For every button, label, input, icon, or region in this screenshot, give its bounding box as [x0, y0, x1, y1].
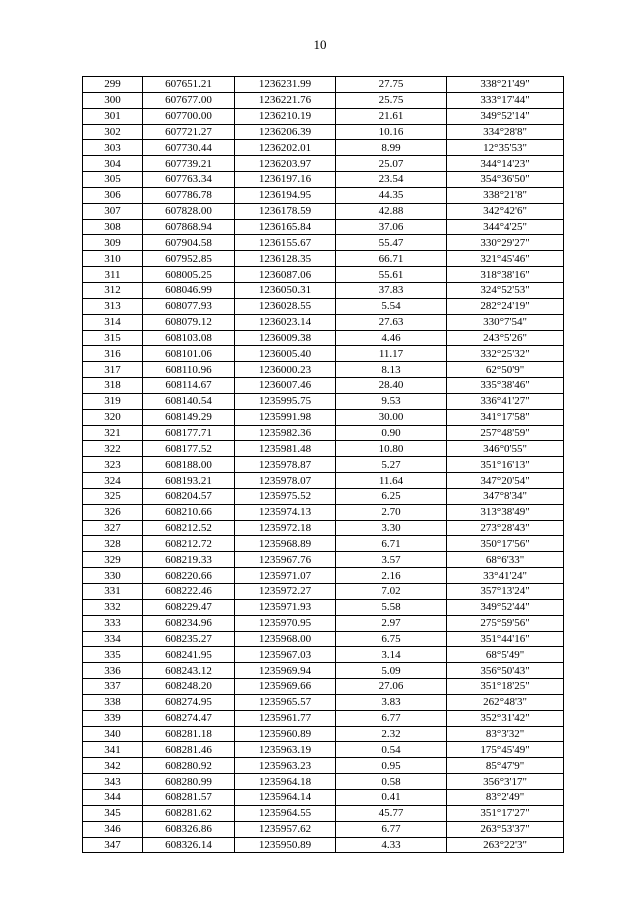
- x-coordinate-cell: 608326.14: [143, 837, 235, 853]
- table-row: [83, 568, 564, 584]
- bearing-cell: 313°38'49": [447, 504, 564, 520]
- distance-cell: 0.54: [336, 742, 447, 758]
- x-coordinate-cell: 608149.29: [143, 409, 235, 425]
- distance-cell: 0.41: [336, 789, 447, 805]
- x-coordinate-cell: 608193.21: [143, 473, 235, 489]
- table-row: [83, 140, 564, 156]
- x-coordinate-cell: 608281.62: [143, 805, 235, 821]
- distance-cell: 10.80: [336, 441, 447, 457]
- point-number-cell: 315: [83, 330, 143, 346]
- distance-cell: 55.47: [336, 235, 447, 251]
- table-row: [83, 77, 564, 93]
- x-coordinate-cell: 608177.71: [143, 425, 235, 441]
- x-coordinate-cell: 608077.93: [143, 298, 235, 314]
- y-coordinate-cell: 1235968.89: [235, 536, 336, 552]
- y-coordinate-cell: 1235965.57: [235, 694, 336, 710]
- bearing-cell: 338°21'8": [447, 187, 564, 203]
- x-coordinate-cell: 608219.33: [143, 552, 235, 568]
- x-coordinate-cell: 607677.00: [143, 92, 235, 108]
- point-number-cell: 346: [83, 821, 143, 837]
- table-row: [83, 346, 564, 362]
- distance-cell: 42.88: [336, 203, 447, 219]
- distance-cell: 2.70: [336, 504, 447, 520]
- x-coordinate-cell: 608248.20: [143, 679, 235, 695]
- x-coordinate-cell: 608281.46: [143, 742, 235, 758]
- point-number-cell: 301: [83, 108, 143, 124]
- table-row: [83, 108, 564, 124]
- x-coordinate-cell: 608281.57: [143, 789, 235, 805]
- coordinates-table: [82, 76, 564, 853]
- point-number-cell: 312: [83, 282, 143, 298]
- x-coordinate-cell: 607904.58: [143, 235, 235, 251]
- bearing-cell: 273°28'43": [447, 520, 564, 536]
- table-row: [83, 805, 564, 821]
- x-coordinate-cell: 608140.54: [143, 393, 235, 409]
- bearing-cell: 263°22'3": [447, 837, 564, 853]
- table-row: [83, 251, 564, 267]
- y-coordinate-cell: 1235995.75: [235, 393, 336, 409]
- x-coordinate-cell: 608274.95: [143, 694, 235, 710]
- point-number-cell: 331: [83, 584, 143, 600]
- table-row: [83, 330, 564, 346]
- bearing-cell: 356°3'17": [447, 774, 564, 790]
- bearing-cell: 349°52'14": [447, 108, 564, 124]
- table-row: [83, 726, 564, 742]
- y-coordinate-cell: 1235975.52: [235, 488, 336, 504]
- table-row: [83, 156, 564, 172]
- y-coordinate-cell: 1236000.23: [235, 362, 336, 378]
- y-coordinate-cell: 1236231.99: [235, 77, 336, 93]
- y-coordinate-cell: 1235972.18: [235, 520, 336, 536]
- bearing-cell: 350°17'56": [447, 536, 564, 552]
- distance-cell: 3.83: [336, 694, 447, 710]
- point-number-cell: 306: [83, 187, 143, 203]
- x-coordinate-cell: 607868.94: [143, 219, 235, 235]
- bearing-cell: 330°7'54": [447, 314, 564, 330]
- point-number-cell: 305: [83, 172, 143, 188]
- bearing-cell: 332°25'32": [447, 346, 564, 362]
- bearing-cell: 83°2'49": [447, 789, 564, 805]
- bearing-cell: 354°36'50": [447, 172, 564, 188]
- distance-cell: 7.02: [336, 584, 447, 600]
- x-coordinate-cell: 608235.27: [143, 631, 235, 647]
- bearing-cell: 321°45'46": [447, 251, 564, 267]
- point-number-cell: 308: [83, 219, 143, 235]
- distance-cell: 37.06: [336, 219, 447, 235]
- y-coordinate-cell: 1235963.19: [235, 742, 336, 758]
- point-number-cell: 339: [83, 710, 143, 726]
- y-coordinate-cell: 1235970.95: [235, 615, 336, 631]
- distance-cell: 30.00: [336, 409, 447, 425]
- x-coordinate-cell: 608177.52: [143, 441, 235, 457]
- distance-cell: 4.46: [336, 330, 447, 346]
- bearing-cell: 335°38'46": [447, 378, 564, 394]
- point-number-cell: 316: [83, 346, 143, 362]
- x-coordinate-cell: 608005.25: [143, 267, 235, 283]
- table-row: [83, 203, 564, 219]
- y-coordinate-cell: 1235967.76: [235, 552, 336, 568]
- table-row: [83, 488, 564, 504]
- distance-cell: 27.63: [336, 314, 447, 330]
- distance-cell: 2.32: [336, 726, 447, 742]
- point-number-cell: 322: [83, 441, 143, 457]
- x-coordinate-cell: 607763.34: [143, 172, 235, 188]
- table-row: [83, 536, 564, 552]
- table-row: [83, 631, 564, 647]
- distance-cell: 8.13: [336, 362, 447, 378]
- x-coordinate-cell: 608204.57: [143, 488, 235, 504]
- table-row: [83, 710, 564, 726]
- table-row: [83, 789, 564, 805]
- y-coordinate-cell: 1236023.14: [235, 314, 336, 330]
- point-number-cell: 314: [83, 314, 143, 330]
- distance-cell: 9.53: [336, 393, 447, 409]
- point-number-cell: 310: [83, 251, 143, 267]
- bearing-cell: 275°59'56": [447, 615, 564, 631]
- x-coordinate-cell: 608079.12: [143, 314, 235, 330]
- point-number-cell: 343: [83, 774, 143, 790]
- table-row: [83, 520, 564, 536]
- table-row: [83, 504, 564, 520]
- x-coordinate-cell: 608229.47: [143, 599, 235, 615]
- x-coordinate-cell: 607730.44: [143, 140, 235, 156]
- distance-cell: 28.40: [336, 378, 447, 394]
- table-row: [83, 742, 564, 758]
- x-coordinate-cell: 608101.06: [143, 346, 235, 362]
- table-row: [83, 282, 564, 298]
- x-coordinate-cell: 607651.21: [143, 77, 235, 93]
- bearing-cell: 263°53'37": [447, 821, 564, 837]
- point-number-cell: 303: [83, 140, 143, 156]
- bearing-cell: 346°0'55": [447, 441, 564, 457]
- point-number-cell: 334: [83, 631, 143, 647]
- distance-cell: 23.54: [336, 172, 447, 188]
- x-coordinate-cell: 607739.21: [143, 156, 235, 172]
- y-coordinate-cell: 1236087.06: [235, 267, 336, 283]
- x-coordinate-cell: 607828.00: [143, 203, 235, 219]
- distance-cell: 0.58: [336, 774, 447, 790]
- distance-cell: 3.30: [336, 520, 447, 536]
- point-number-cell: 299: [83, 77, 143, 93]
- distance-cell: 11.17: [336, 346, 447, 362]
- table-row: [83, 457, 564, 473]
- y-coordinate-cell: 1235972.27: [235, 584, 336, 600]
- point-number-cell: 330: [83, 568, 143, 584]
- bearing-cell: 357°13'24": [447, 584, 564, 600]
- y-coordinate-cell: 1236221.76: [235, 92, 336, 108]
- x-coordinate-cell: 608274.47: [143, 710, 235, 726]
- table-row: [83, 124, 564, 140]
- table-row: [83, 552, 564, 568]
- distance-cell: 21.61: [336, 108, 447, 124]
- x-coordinate-cell: 608280.92: [143, 758, 235, 774]
- distance-cell: 25.07: [336, 156, 447, 172]
- y-coordinate-cell: 1236007.46: [235, 378, 336, 394]
- bearing-cell: 351°44'16": [447, 631, 564, 647]
- y-coordinate-cell: 1236005.40: [235, 346, 336, 362]
- distance-cell: 0.95: [336, 758, 447, 774]
- y-coordinate-cell: 1236210.19: [235, 108, 336, 124]
- table-row: [83, 615, 564, 631]
- table-row: [83, 267, 564, 283]
- bearing-cell: 336°41'27": [447, 393, 564, 409]
- y-coordinate-cell: 1235969.94: [235, 663, 336, 679]
- bearing-cell: 334°28'8": [447, 124, 564, 140]
- point-number-cell: 325: [83, 488, 143, 504]
- point-number-cell: 307: [83, 203, 143, 219]
- y-coordinate-cell: 1235974.13: [235, 504, 336, 520]
- distance-cell: 6.75: [336, 631, 447, 647]
- bearing-cell: 85°47'9": [447, 758, 564, 774]
- bearing-cell: 356°50'43": [447, 663, 564, 679]
- table-row: [83, 694, 564, 710]
- y-coordinate-cell: 1235971.07: [235, 568, 336, 584]
- distance-cell: 6.71: [336, 536, 447, 552]
- y-coordinate-cell: 1235982.36: [235, 425, 336, 441]
- x-coordinate-cell: 608234.96: [143, 615, 235, 631]
- y-coordinate-cell: 1236165.84: [235, 219, 336, 235]
- bearing-cell: 12°35'53": [447, 140, 564, 156]
- point-number-cell: 324: [83, 473, 143, 489]
- x-coordinate-cell: 608212.52: [143, 520, 235, 536]
- table-row: [83, 314, 564, 330]
- bearing-cell: 351°18'25": [447, 679, 564, 695]
- point-number-cell: 304: [83, 156, 143, 172]
- y-coordinate-cell: 1235991.98: [235, 409, 336, 425]
- x-coordinate-cell: 608280.99: [143, 774, 235, 790]
- distance-cell: 45.77: [336, 805, 447, 821]
- point-number-cell: 342: [83, 758, 143, 774]
- table-row: [83, 441, 564, 457]
- page-number: 10: [313, 37, 327, 52]
- x-coordinate-cell: 607952.85: [143, 251, 235, 267]
- bearing-cell: 68°5'49": [447, 647, 564, 663]
- y-coordinate-cell: 1236155.67: [235, 235, 336, 251]
- table-row: [83, 298, 564, 314]
- distance-cell: 5.09: [336, 663, 447, 679]
- point-number-cell: 300: [83, 92, 143, 108]
- point-number-cell: 318: [83, 378, 143, 394]
- y-coordinate-cell: 1235957.62: [235, 821, 336, 837]
- y-coordinate-cell: 1235960.89: [235, 726, 336, 742]
- point-number-cell: 338: [83, 694, 143, 710]
- y-coordinate-cell: 1236128.35: [235, 251, 336, 267]
- x-coordinate-cell: 608103.08: [143, 330, 235, 346]
- point-number-cell: 321: [83, 425, 143, 441]
- point-number-cell: 326: [83, 504, 143, 520]
- distance-cell: 3.57: [336, 552, 447, 568]
- distance-cell: 25.75: [336, 92, 447, 108]
- distance-cell: 2.16: [336, 568, 447, 584]
- bearing-cell: 330°29'27": [447, 235, 564, 251]
- y-coordinate-cell: 1235961.77: [235, 710, 336, 726]
- distance-cell: 5.27: [336, 457, 447, 473]
- y-coordinate-cell: 1235968.00: [235, 631, 336, 647]
- x-coordinate-cell: 607700.00: [143, 108, 235, 124]
- distance-cell: 66.71: [336, 251, 447, 267]
- y-coordinate-cell: 1236009.38: [235, 330, 336, 346]
- y-coordinate-cell: 1235978.87: [235, 457, 336, 473]
- point-number-cell: 337: [83, 679, 143, 695]
- y-coordinate-cell: 1235963.23: [235, 758, 336, 774]
- bearing-cell: 352°31'42": [447, 710, 564, 726]
- x-coordinate-cell: 608281.18: [143, 726, 235, 742]
- y-coordinate-cell: 1235978.07: [235, 473, 336, 489]
- x-coordinate-cell: 608210.66: [143, 504, 235, 520]
- table-row: [83, 92, 564, 108]
- table-row: [83, 172, 564, 188]
- table-row: [83, 378, 564, 394]
- y-coordinate-cell: 1235964.18: [235, 774, 336, 790]
- point-number-cell: 323: [83, 457, 143, 473]
- bearing-cell: 347°20'54": [447, 473, 564, 489]
- distance-cell: 2.97: [336, 615, 447, 631]
- bearing-cell: 349°52'44": [447, 599, 564, 615]
- distance-cell: 44.35: [336, 187, 447, 203]
- y-coordinate-cell: 1235964.14: [235, 789, 336, 805]
- point-number-cell: 319: [83, 393, 143, 409]
- point-number-cell: 317: [83, 362, 143, 378]
- distance-cell: 55.61: [336, 267, 447, 283]
- x-coordinate-cell: 608222.46: [143, 584, 235, 600]
- bearing-cell: 351°16'13": [447, 457, 564, 473]
- table-row: [83, 409, 564, 425]
- table-row: [83, 758, 564, 774]
- point-number-cell: 311: [83, 267, 143, 283]
- distance-cell: 6.77: [336, 821, 447, 837]
- x-coordinate-cell: 608243.12: [143, 663, 235, 679]
- distance-cell: 5.58: [336, 599, 447, 615]
- point-number-cell: 328: [83, 536, 143, 552]
- y-coordinate-cell: 1236178.59: [235, 203, 336, 219]
- bearing-cell: 243°5'26": [447, 330, 564, 346]
- table-row: [83, 362, 564, 378]
- bearing-cell: 282°24'19": [447, 298, 564, 314]
- y-coordinate-cell: 1235950.89: [235, 837, 336, 853]
- y-coordinate-cell: 1236206.39: [235, 124, 336, 140]
- bearing-cell: 262°48'3": [447, 694, 564, 710]
- x-coordinate-cell: 608046.99: [143, 282, 235, 298]
- x-coordinate-cell: 608241.95: [143, 647, 235, 663]
- bearing-cell: 257°48'59": [447, 425, 564, 441]
- bearing-cell: 342°42'6": [447, 203, 564, 219]
- point-number-cell: 345: [83, 805, 143, 821]
- x-coordinate-cell: 607786.78: [143, 187, 235, 203]
- bearing-cell: 351°17'27": [447, 805, 564, 821]
- table-row: [83, 473, 564, 489]
- point-number-cell: 329: [83, 552, 143, 568]
- point-number-cell: 335: [83, 647, 143, 663]
- table-row: [83, 187, 564, 203]
- y-coordinate-cell: 1236194.95: [235, 187, 336, 203]
- distance-cell: 3.14: [336, 647, 447, 663]
- x-coordinate-cell: 608188.00: [143, 457, 235, 473]
- point-number-cell: 313: [83, 298, 143, 314]
- table-row: [83, 219, 564, 235]
- y-coordinate-cell: 1236197.16: [235, 172, 336, 188]
- table-row: [83, 774, 564, 790]
- x-coordinate-cell: 608110.96: [143, 362, 235, 378]
- bearing-cell: 347°8'34": [447, 488, 564, 504]
- table-row: [83, 599, 564, 615]
- distance-cell: 4.33: [336, 837, 447, 853]
- distance-cell: 5.54: [336, 298, 447, 314]
- point-number-cell: 341: [83, 742, 143, 758]
- bearing-cell: 338°21'49": [447, 77, 564, 93]
- y-coordinate-cell: 1235969.66: [235, 679, 336, 695]
- distance-cell: 8.99: [336, 140, 447, 156]
- point-number-cell: 320: [83, 409, 143, 425]
- distance-cell: 6.25: [336, 488, 447, 504]
- y-coordinate-cell: 1236028.55: [235, 298, 336, 314]
- bearing-cell: 344°14'23": [447, 156, 564, 172]
- table-row: [83, 235, 564, 251]
- point-number-cell: 332: [83, 599, 143, 615]
- table-row: [83, 393, 564, 409]
- x-coordinate-cell: 608212.72: [143, 536, 235, 552]
- coordinates-table-body: [83, 77, 564, 853]
- y-coordinate-cell: 1236203.97: [235, 156, 336, 172]
- distance-cell: 0.90: [336, 425, 447, 441]
- table-row: [83, 584, 564, 600]
- y-coordinate-cell: 1235964.55: [235, 805, 336, 821]
- y-coordinate-cell: 1236050.31: [235, 282, 336, 298]
- distance-cell: 6.77: [336, 710, 447, 726]
- point-number-cell: 309: [83, 235, 143, 251]
- table-row: [83, 821, 564, 837]
- bearing-cell: 83°3'32": [447, 726, 564, 742]
- distance-cell: 11.64: [336, 473, 447, 489]
- bearing-cell: 344°4'25": [447, 219, 564, 235]
- point-number-cell: 327: [83, 520, 143, 536]
- y-coordinate-cell: 1235971.93: [235, 599, 336, 615]
- point-number-cell: 333: [83, 615, 143, 631]
- point-number-cell: 340: [83, 726, 143, 742]
- x-coordinate-cell: 607721.27: [143, 124, 235, 140]
- y-coordinate-cell: 1235981.48: [235, 441, 336, 457]
- table-row: [83, 425, 564, 441]
- table-row: [83, 679, 564, 695]
- point-number-cell: 344: [83, 789, 143, 805]
- distance-cell: 27.06: [336, 679, 447, 695]
- bearing-cell: 324°52'53": [447, 282, 564, 298]
- y-coordinate-cell: 1235967.03: [235, 647, 336, 663]
- point-number-cell: 336: [83, 663, 143, 679]
- bearing-cell: 341°17'58": [447, 409, 564, 425]
- bearing-cell: 62°50'9": [447, 362, 564, 378]
- bearing-cell: 175°45'49": [447, 742, 564, 758]
- x-coordinate-cell: 608326.86: [143, 821, 235, 837]
- x-coordinate-cell: 608220.66: [143, 568, 235, 584]
- distance-cell: 37.83: [336, 282, 447, 298]
- bearing-cell: 33°41'24": [447, 568, 564, 584]
- y-coordinate-cell: 1236202.01: [235, 140, 336, 156]
- point-number-cell: 302: [83, 124, 143, 140]
- distance-cell: 27.75: [336, 77, 447, 93]
- table-row: [83, 647, 564, 663]
- point-number-cell: 347: [83, 837, 143, 853]
- bearing-cell: 333°17'44": [447, 92, 564, 108]
- table-row: [83, 837, 564, 853]
- x-coordinate-cell: 608114.67: [143, 378, 235, 394]
- distance-cell: 10.16: [336, 124, 447, 140]
- bearing-cell: 318°38'16": [447, 267, 564, 283]
- bearing-cell: 68°6'33": [447, 552, 564, 568]
- table-row: [83, 663, 564, 679]
